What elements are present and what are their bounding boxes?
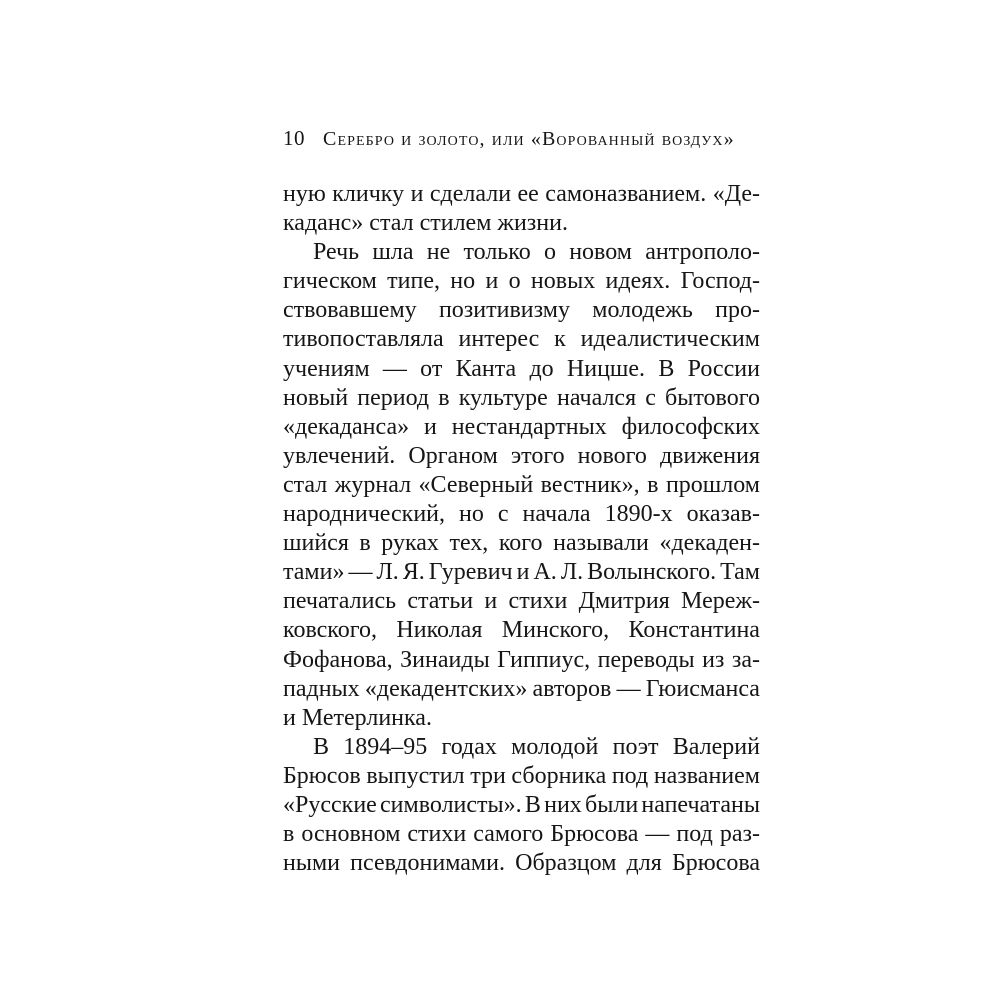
text-line: ковского, Николая Минского, Константина xyxy=(283,617,760,644)
text-line: увлечений. Органом этого нового движения xyxy=(283,442,760,469)
text-line: тивопоставляла интерес к идеалистическим xyxy=(283,326,760,353)
running-title: Серебро и золото, или «Ворованный воздух» xyxy=(323,128,735,150)
text-line: В 1894–95 годах молодой поэт Валерий xyxy=(313,733,760,760)
text-line: падных «декадентских» авторов — Гюисманса xyxy=(283,675,760,702)
text-line: гическом типе, но и о новых идеях. Господ- xyxy=(283,268,760,295)
text-line: новый период в культуре начался с бытового xyxy=(283,384,760,411)
text-line: в основном стихи самого Брюсова — под раз- xyxy=(283,821,760,848)
text-line: народнический, но с начала 1890-х оказав- xyxy=(283,501,760,528)
text-line: «Русские символисты». В них были напечатаны xyxy=(283,791,760,818)
page-number: 10 xyxy=(283,126,305,150)
text-line: ную кличку и сделали ее самоназванием. «Де- xyxy=(283,181,760,207)
text-block xyxy=(283,180,760,878)
text-line: ствовавшему позитивизму молодежь про- xyxy=(283,297,760,324)
text-line: Речь шла не только о новом антрополо- xyxy=(313,239,760,266)
text-line: тами» — Л. Я. Гуревич и А. Л. Волынского. Там xyxy=(283,559,760,586)
text-line: стал журнал «Северный вестник», в прошлом xyxy=(283,471,760,498)
text-line: Брюсов выпустил три сборника под названием xyxy=(283,762,760,789)
text-line: шийся в руках тех, кого называли «декаден- xyxy=(283,530,760,557)
text-line: и Метерлинка. xyxy=(283,704,432,731)
text-line: учениям — от Канта до Ницше. В России xyxy=(283,355,760,382)
text-line: Фофанова, Зинаиды Гиппиус, переводы из за- xyxy=(283,646,760,673)
running-head xyxy=(283,126,760,151)
text-line: ными псевдонимами. Образцом для Брюсова xyxy=(283,850,760,877)
text-line: «декаданса» и нестандартных философских xyxy=(283,413,760,440)
text-line: каданс» стал стилем жизни. xyxy=(283,210,568,237)
text-line: печатались статьи и стихи Дмитрия Мереж- xyxy=(283,588,760,615)
